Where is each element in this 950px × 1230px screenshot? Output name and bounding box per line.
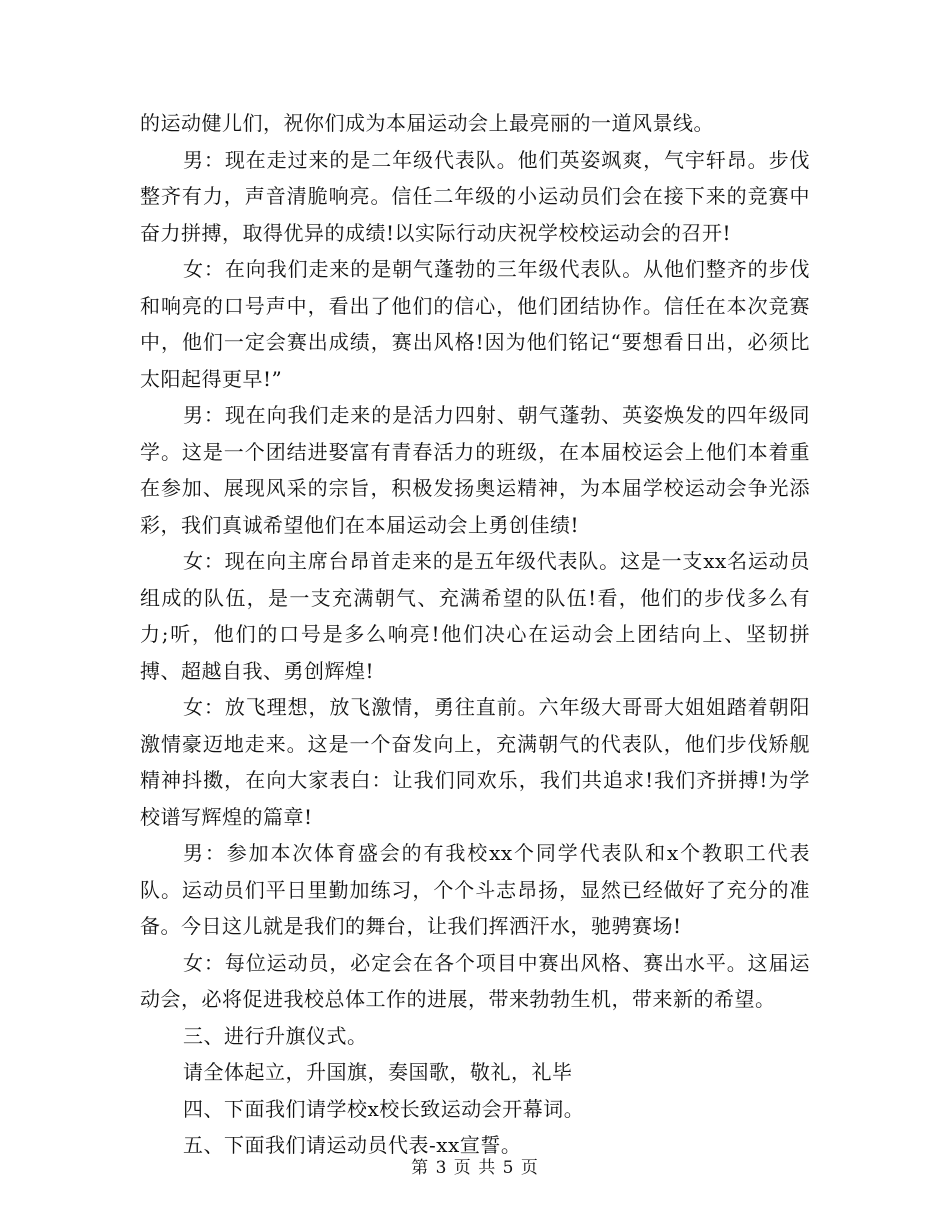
paragraph-teams-summary: 男：参加本次体育盛会的有我校xx个同学代表队和x个教职工代表队。运动员们平日里勤加练习，个个斗志昂扬，显然已经做好了充分的准备。今日这儿就是我们的舞台，让我们挥洒汗水，驰骋赛场! bbox=[140, 841, 810, 938]
paragraph-grade3-intro: 女：在向我们走来的是朝气蓬勃的三年级代表队。从他们整齐的步伐和响亮的口号声中，看出了他们的信心，他们团结协作。信任在本次竞赛中，他们一定会赛出成绩，赛出风格!因为他们铭记“要想看日出，必须比太阳起得更早!” bbox=[140, 257, 810, 391]
paragraph-grade2-intro: 男：现在走过来的是二年级代表队。他们英姿飒爽，气宇轩昂。步伐整齐有力，声音清脆响亮。信任二年级的小运动员们会在接下来的竞赛中奋力拼搏，取得优异的成绩!以实际行动庆祝学校校运动会的召开! bbox=[140, 147, 810, 245]
paragraph-grade4-intro: 男：现在向我们走来的是活力四射、朝气蓬勃、英姿焕发的四年级同学。这是一个团结进娶富有青春活力的班级，在本届校运会上他们本着重在参加、展现风采的宗旨，积极发扬奥运精神，为本届学校运动会争光添彩，我们真诚希望他们在本届运动会上勇创佳绩! bbox=[140, 403, 810, 537]
section-flag-ceremony: 三、进行升旗仪式。 bbox=[183, 1023, 368, 1048]
document-body bbox=[140, 105, 810, 1164]
section-principal-speech: 四、下面我们请学校x校长致运动会开幕词。 bbox=[183, 1096, 585, 1121]
page-number-footer: 第 3 页 共 5 页 bbox=[411, 1158, 539, 1178]
paragraph-closing-wish: 女：每位运动员，必定会在各个项目中赛出风格、赛出水平。这届运动会，必将促进我校总体工作的进展，带来勃勃生机，带来新的希望。 bbox=[140, 950, 810, 1011]
paragraph-flag-instructions: 请全体起立，升国旗，奏国歌，敬礼，礼毕 bbox=[183, 1060, 573, 1084]
section-athlete-oath: 五、下面我们请运动员代表-xx宣誓。 bbox=[183, 1133, 522, 1157]
paragraph-grade6-intro: 女：放飞理想，放飞激情，勇往直前。六年级大哥哥大姐姐踏着朝阳激情豪迈地走来。这是一个奋发向上，充满朝气的代表队，他们步伐矫舰精神抖擞，在向大家表白：让我们同欢乐，我们共追求!我们齐拼搏!为学校谱写辉煌的篇章! bbox=[140, 695, 810, 829]
paragraph-grade5-intro: 女：现在向主席台昂首走来的是五年级代表队。这是一支xx名运动员组成的队伍，是一支充满朝气、充满希望的队伍!看，他们的步伐多么有力;听，他们的口号是多么响亮!他们决心在运动会上团结向上、坚韧拼搏、超越自我、勇创辉煌! bbox=[140, 549, 810, 683]
paragraph-continuation: 的运动健儿们，祝你们成为本届运动会上最亮丽的一道风景线。 bbox=[140, 111, 714, 135]
